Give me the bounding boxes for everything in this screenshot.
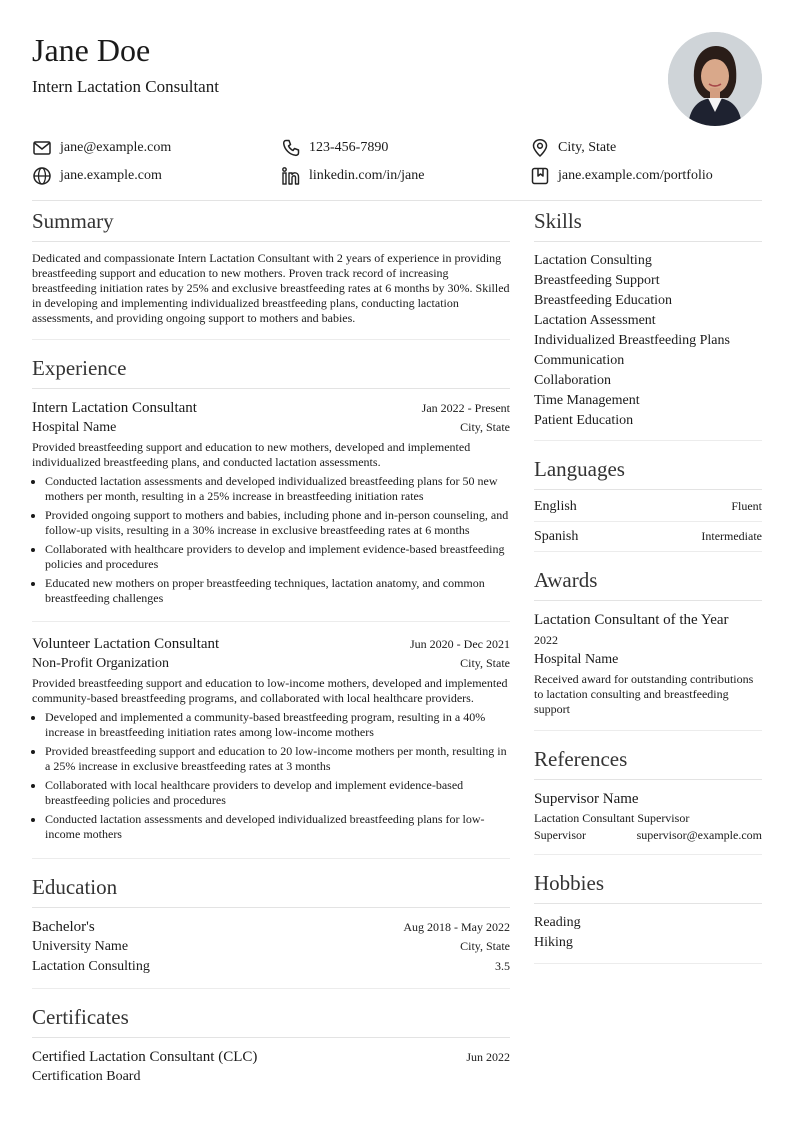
language-level: Intermediate [701, 529, 762, 543]
job-title: Intern Lactation Consultant [32, 400, 197, 416]
contact-website-text: jane.example.com [60, 168, 162, 183]
section-heading: Experience [32, 355, 510, 389]
language-level: Fluent [731, 499, 762, 513]
certificates-section [32, 1004, 510, 1087]
award-org: Hospital Name [534, 652, 619, 667]
contact-linkedin[interactable] [281, 166, 530, 186]
reference-email[interactable]: supervisor@example.com [636, 828, 762, 842]
language-name: English [534, 498, 577, 514]
languages-section [534, 456, 762, 552]
job-entry [32, 634, 510, 854]
contact-info [32, 134, 762, 190]
section-heading: References [534, 746, 762, 780]
section-heading: Languages [534, 456, 762, 490]
job-org: Non-Profit Organization [32, 656, 169, 671]
contact-phone[interactable] [281, 138, 530, 158]
language-item [534, 522, 762, 551]
reference-position: Lactation Consultant Supervisor [534, 811, 690, 825]
awards-section [534, 567, 762, 731]
header-divider [32, 200, 762, 201]
education-section [32, 874, 510, 989]
contact-phone-text: 123-456-7890 [309, 140, 389, 155]
job-bullet: • Developed and implemented a community-based breastfeeding program, resulting in a 40% increase in breastfeeding initiation rates among low-income mothers [45, 710, 510, 740]
resume-header [32, 28, 762, 130]
section-heading: Summary [32, 208, 510, 242]
job-entry [32, 398, 510, 622]
skill-item: Individualized Breastfeeding Plans [534, 333, 730, 348]
language-name: Spanish [534, 528, 579, 544]
job-summary: Provided breastfeeding support and education to new mothers, developed and implemented individualized breastfeeding plans, and conducted lactation assessments. [32, 440, 471, 469]
job-summary: Provided breastfeeding support and education to low-income mothers, developed and implemented community-based breastfeeding programs, and collaborated with local healthcare providers. [32, 676, 508, 705]
skill-item: Breastfeeding Support [534, 273, 660, 288]
profile-photo [668, 32, 762, 126]
contact-website[interactable] [32, 166, 281, 186]
job-bullets [32, 474, 510, 606]
section-heading: Skills [534, 208, 762, 242]
summary-text: Dedicated and compassionate Intern Lactation Consultant with 2 years of experience in providing breastfeeding support and education to new mothers. Proven track record of increasing breastfeeding initiation rates by 25% and exclusive breastfeeding rates at 6 months by 30%. Skilled in developing and implementing individualized breastfeeding plans, conducting lactation assessments, and providing ongoing support to mothers and babies. [32, 251, 510, 325]
job-bullet: • Collaborated with healthcare providers to develop and implement evidence-based breastfeeding policies and procedures [45, 542, 510, 572]
skill-item: Breastfeeding Education [534, 293, 673, 308]
job-title: Volunteer Lactation Consultant [32, 636, 220, 652]
skill-item: Time Management [534, 393, 640, 408]
school-name: University Name [32, 939, 129, 954]
hobbies-section [534, 870, 762, 964]
gpa: 3.5 [495, 959, 510, 973]
job-bullets [32, 710, 510, 842]
degree: Bachelor's [32, 919, 95, 935]
job-date: Jun 2020 - Dec 2021 [410, 637, 510, 651]
job-bullet: • Provided ongoing support to mothers and babies, including phone and in-person counseling, and follow-up visits, resulting in a 30% increase in exclusive breastfeeding rates at 6 months [45, 508, 510, 538]
job-location: City, State [460, 420, 510, 434]
job-bullet: • Provided breastfeeding support and education to 20 low-income mothers per month, resulting in a 25% increase in exclusive breastfeeding rates at 3 months [45, 744, 510, 774]
job-bullet: • Collaborated with local healthcare providers to develop and implement evidence-based breastfeeding policies and procedures [45, 778, 510, 808]
award-title: Lactation Consultant of the Year [534, 612, 729, 628]
contact-email[interactable] [32, 138, 281, 158]
section-heading: Certificates [32, 1004, 510, 1038]
job-bullet: • Educated new mothers on proper breastfeeding techniques, lactation anatomy, and common breastfeeding challenges [45, 576, 510, 606]
linkedin-icon [281, 166, 301, 186]
contact-location [530, 138, 762, 158]
contact-email-text: jane@example.com [60, 140, 172, 155]
skill-item: Lactation Assessment [534, 313, 656, 328]
candidate-name: Jane Doe [32, 32, 151, 68]
contact-portfolio[interactable] [530, 166, 762, 186]
contact-row [32, 134, 762, 162]
contact-row [32, 162, 762, 190]
section-heading: Awards [534, 567, 762, 601]
experience-section [32, 355, 510, 859]
reference-name: Supervisor Name [534, 791, 639, 807]
hobby-item: Hiking [534, 935, 573, 950]
skills-section [534, 208, 762, 441]
school-location: City, State [460, 939, 510, 953]
skill-item: Lactation Consulting [534, 253, 652, 268]
job-date: Jan 2022 - Present [421, 401, 510, 415]
map-pin-icon [530, 138, 550, 158]
award-year: 2022 [534, 633, 558, 647]
summary-section [32, 208, 510, 340]
certificate-name: Certified Lactation Consultant (CLC) [32, 1049, 258, 1065]
resume-page [32, 28, 762, 1084]
contact-linkedin-text: linkedin.com/in/jane [309, 168, 425, 183]
certificate-date: Jun 2022 [466, 1050, 510, 1064]
skill-item: Communication [534, 353, 625, 368]
main-column [32, 208, 510, 1087]
job-bullet: • Conducted lactation assessments and developed individualized breastfeeding plans for 50 new mothers per month, resulting in a 25% increase in breastfeeding initiation rates [45, 474, 510, 504]
job-bullet: • Conducted lactation assessments and developed individualized breastfeeding plans for low-income mothers [45, 812, 510, 842]
skill-item: Collaboration [534, 373, 611, 388]
hobby-item: Reading [534, 915, 581, 930]
contact-location-text: City, State [558, 140, 617, 155]
award-description: Received award for outstanding contributions to lactation consulting and breastfeeding support [534, 672, 754, 716]
job-location: City, State [460, 656, 510, 670]
contact-portfolio-text: jane.example.com/portfolio [558, 168, 713, 183]
education-date: Aug 2018 - May 2022 [403, 920, 510, 934]
job-org: Hospital Name [32, 420, 117, 435]
language-item [534, 492, 762, 522]
section-heading: Hobbies [534, 870, 762, 904]
section-heading: Education [32, 874, 510, 908]
references-section [534, 746, 762, 855]
certificate-issuer: Certification Board [32, 1069, 141, 1084]
bookmark-icon [530, 166, 550, 186]
reference-relation: Supervisor [534, 828, 586, 842]
phone-icon [281, 138, 301, 158]
candidate-title: Intern Lactation Consultant [32, 77, 219, 96]
sidebar-column [534, 208, 762, 964]
mail-icon [32, 138, 52, 158]
globe-icon [32, 166, 52, 186]
skill-item: Patient Education [534, 413, 634, 428]
field-of-study: Lactation Consulting [32, 959, 150, 974]
